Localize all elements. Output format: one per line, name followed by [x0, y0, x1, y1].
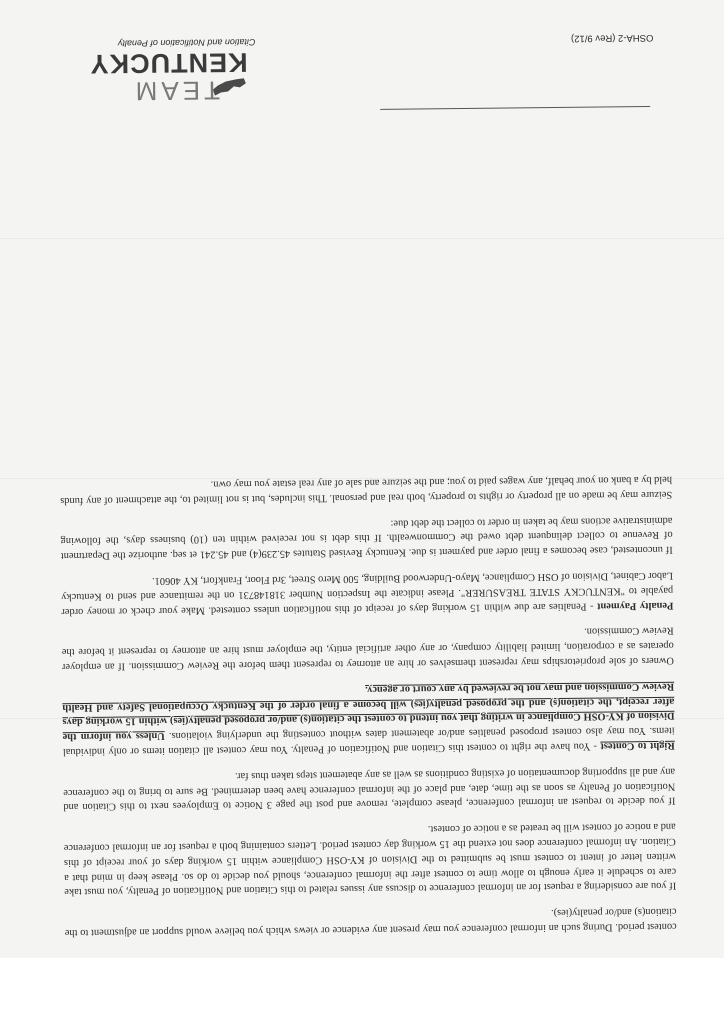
- paragraph-contest-period: contest period. During such an informal conference you may present any evidence or views which you believe would support an adjustment to the citation(s) and/or penalty(ies).: [64, 905, 677, 939]
- paragraph-penalty-payment: [61, 567, 673, 618]
- right-to-contest-warning: Unless you inform the Division of KY-OSH Compliance in writing that you intend to contest the citation(s) and/or proposed penalty(ies) within 15 working days after receipt, the citation(s) and the proposed penalty(ies) will become a final order of the Kentucky Occupational Safety and Health Review Commission and may not be reviewed by any court or agency.: [62, 680, 675, 743]
- paragraph-right-to-contest: [62, 678, 675, 758]
- divider-line: [380, 106, 650, 110]
- logo-kentucky-text: KENTUCKY: [89, 47, 248, 79]
- paragraph-informal-conference: If you are considering a request for an informal conference to discuss any issues related to this Citation and Notification of Penalty, you must take care to schedule it early enough to allow time to contest after the informal conference, should you decide to do so. Please keep in mind that a written letter of intent to contest must be submitted to the Division of KY-OSH Compliance within 15 working days of your receipt of this Citation. An informal conference does not extend the 15 working day contest period. Letters containing both a request for an informal conference and a notice of contest will be treated as a notice of contest.: [63, 821, 677, 898]
- paragraph-notice-to-employees: If you decide to request an informal conference, please complete, remove and post the page 3 Notice to Employees next to this Citation and Notification of Penalty as soon as the time, date, and place of the informal conference have been determined. Be sure to bring to the conference any and all supporting documentation of existing conditions as well as any abatement steps taken thus far.: [63, 765, 676, 813]
- document-body: [60, 460, 677, 939]
- right-to-contest-text: - You have the right to contest this Citation and Notification of Penalty. You may contest all citation items or only individual items. You may also contest proposed penalties and/or abatement dates without contesting the underlying violations.: [62, 725, 675, 758]
- footer-caption: Citation and Notification of Penalty: [117, 37, 256, 49]
- penalty-payment-label: Penalty Payment: [597, 599, 674, 612]
- penalty-payment-text: - Penalties are due within 15 working days of receipt of this notification unless contested. Make your check or money order payable to "KENTUCKY STATE TREASURER". Please indicate the Inspection Number 318148731 on the remittance and send to Kentucky Labor Cabinet, Division of OSH Compliance, Mayo-Underwood Building, 500 Mero Street, 3rd Floor, Frankfort, KY 40601.: [61, 569, 674, 617]
- paragraph-sole-proprietors: Owners of sole proprietorships may represent themselves or hire an attorney to represent them before the Review Commission. If an employer operates as a corporation, limited liability company, or any other artificial entity, the employer must hire an attorney to represent it before the Review Commission.: [61, 625, 674, 673]
- paragraph-uncontested: If uncontested, case becomes a final order and payment is due. Kentucky Revised Statutes 45.239(4) and 45.241 et seq. authorize the Department of Revenue to collect delinquent debt owed the Commonwealth. If this debt is not received within ten (10) business days, the following administrative actions may be taken in order to collect the debt due:: [60, 514, 673, 562]
- form-id: OSHA-2 (Rev 9/12): [570, 31, 654, 44]
- right-to-contest-label: Right to Contest: [600, 739, 675, 752]
- logo-team-text: TEAM: [131, 75, 221, 107]
- paragraph-seizure: Seizure may be made on all property or rights to property, both real and personal. This includes, but is not limited to, the attachment of any funds held by a bank on your behalf, any wages paid to you; and the seizure and sale of any real estate you may own.: [60, 473, 673, 507]
